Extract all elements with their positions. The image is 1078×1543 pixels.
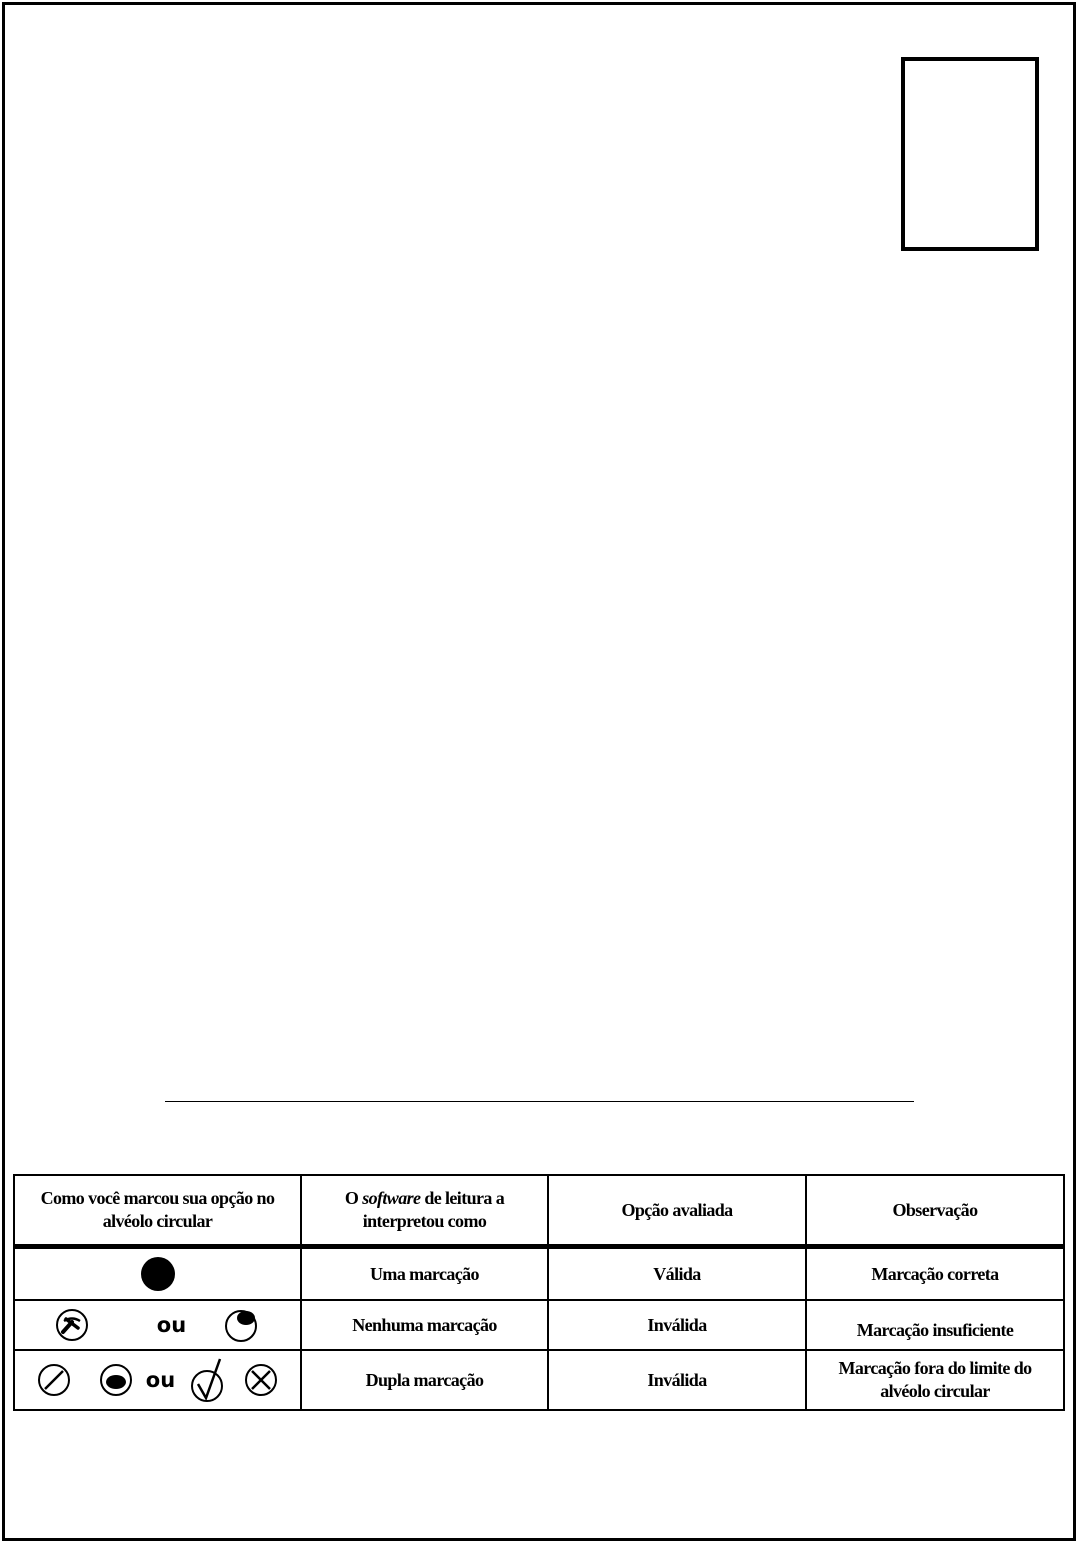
observation-text: Marcação insuficiente <box>856 1319 1014 1340</box>
symbols-cell <box>14 1247 301 1301</box>
header-evaluated-option: Opção avaliada <box>548 1175 806 1247</box>
marking-instructions-table <box>13 1174 1065 1411</box>
symbols-cell <box>14 1350 301 1410</box>
check-circle-icon <box>189 1356 229 1404</box>
observation-cell <box>806 1300 1064 1350</box>
interpretation-cell: Dupla marcação <box>301 1350 548 1410</box>
signature-line <box>165 1101 914 1102</box>
header-suffix: de leitura a interpretou como <box>362 1188 505 1231</box>
observation-cell: Marcação correta <box>806 1247 1064 1301</box>
table-row <box>14 1300 1064 1350</box>
or-separator: ou <box>156 1312 187 1337</box>
partial-fill-circle-icon <box>224 1307 260 1343</box>
evaluation-cell: Válida <box>548 1247 806 1301</box>
interpretation-cell: Nenhuma marcação <box>301 1300 548 1350</box>
slash-circle-icon <box>36 1362 72 1398</box>
photo-box <box>901 57 1039 251</box>
symbols-cell <box>14 1300 301 1350</box>
table-row <box>14 1350 1064 1410</box>
table-header-row <box>14 1175 1064 1247</box>
header-how-marked: Como você marcou sua opção no alvéolo circular <box>14 1175 301 1247</box>
evaluation-cell: Inválida <box>548 1350 806 1410</box>
filled-circle-icon <box>140 1256 176 1292</box>
header-software-word: software <box>362 1188 421 1208</box>
small-filled-circle-icon <box>98 1362 134 1398</box>
header-observation: Observação <box>806 1175 1064 1247</box>
evaluation-cell: Inválida <box>548 1300 806 1350</box>
x-circle-icon <box>243 1362 279 1398</box>
table-row <box>14 1247 1064 1301</box>
observation-cell: Marcação fora do limite do alvéolo circular <box>806 1350 1064 1410</box>
header-software-interpretation <box>301 1175 548 1247</box>
x-in-circle-partial-icon <box>55 1308 89 1342</box>
interpretation-cell: Uma marcação <box>301 1247 548 1301</box>
header-prefix: O <box>344 1188 359 1208</box>
or-separator: ou <box>145 1367 176 1392</box>
